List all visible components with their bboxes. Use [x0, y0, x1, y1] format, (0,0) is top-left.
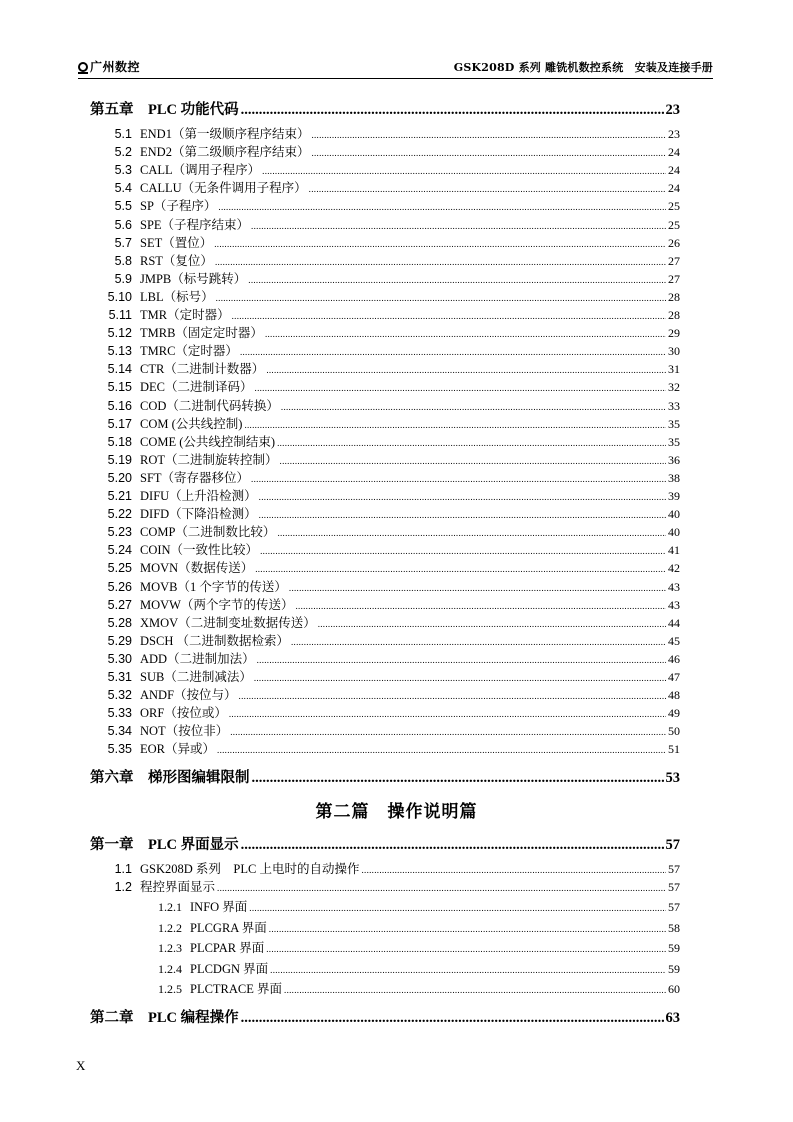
toc-entry-number: 5.1	[114, 127, 132, 141]
toc-page-number: 59	[668, 941, 680, 955]
toc-entry[interactable]	[90, 613, 680, 631]
toc-entry-number: 5.6	[114, 217, 132, 232]
toc-entry-title: CALL（调用子程序）	[140, 163, 261, 178]
part-two-title: 第二篇 操作说明篇	[315, 802, 478, 822]
toc-page-number: 53	[665, 770, 680, 786]
toc-entry-title: COIN（一致性比较）	[140, 543, 259, 558]
toc-leader	[284, 982, 666, 997]
toc-entry[interactable]	[90, 160, 680, 178]
toc-entry-number: 5.13	[107, 344, 132, 359]
toc-leader	[229, 706, 666, 721]
toc-page-number: 36	[668, 452, 680, 467]
toc-entry-number: 1.2.1	[158, 900, 182, 914]
toc-entry-title: ADD（二进制加法）	[140, 651, 255, 666]
toc-entry[interactable]	[90, 877, 680, 895]
toc-entry[interactable]	[90, 522, 680, 540]
toc-page-number: 41	[668, 543, 680, 558]
toc-page-number: 35	[668, 416, 680, 431]
toc-leader	[277, 525, 666, 540]
toc-entry[interactable]	[90, 196, 680, 214]
toc-leader	[239, 688, 666, 703]
toc-entry-number: 1.1	[114, 862, 132, 876]
toc-page-number: 63	[665, 1010, 680, 1026]
toc-leader	[280, 453, 666, 468]
toc-entry-number: 5.19	[107, 452, 132, 467]
toc-leader	[251, 218, 666, 233]
toc-entry-title: COME (公共线控制结束)	[140, 434, 276, 449]
toc-page-number: 48	[668, 688, 680, 703]
toc-entry-title: EOR（异或）	[140, 742, 216, 757]
toc-page-number: 40	[668, 525, 680, 540]
toc-leader	[311, 145, 666, 160]
toc-entry-title: XMOV（二进制变址数据传送）	[140, 615, 316, 630]
toc-page-number: 23	[668, 127, 680, 141]
toc-entry-number: 5.18	[107, 434, 132, 449]
toc-page-number: 38	[668, 470, 680, 485]
toc-chapter-label: 第五章 PLC 功能代码	[90, 102, 239, 118]
toc-leader	[252, 770, 664, 787]
toc-entry[interactable]	[90, 432, 680, 450]
toc-entry-title: SFT（寄存器移位）	[140, 470, 250, 485]
toc-entry[interactable]	[90, 414, 680, 432]
toc-leader	[295, 598, 666, 613]
toc-entry-title: DSCH （二进制数据检索）	[140, 633, 289, 648]
toc-page-number: 59	[668, 961, 680, 976]
toc-entry-title: CTR（二进制计数器）	[140, 362, 265, 377]
toc-page-number: 24	[668, 145, 680, 160]
toc-entry[interactable]	[90, 269, 680, 287]
toc-entry-title: COM (公共线控制)	[140, 416, 243, 431]
toc-leader	[248, 272, 666, 287]
toc-leader	[218, 199, 666, 214]
toc-entry-number: 5.5	[114, 199, 132, 214]
toc-leader	[216, 290, 666, 305]
toc-entry-title: GSK208D 系列 PLC 上电时的自动操作	[140, 862, 360, 876]
toc-leader	[260, 543, 666, 558]
toc-entry-number: 5.23	[107, 525, 132, 540]
toc-entry-title: END1（第一级顺序程序结束）	[140, 127, 310, 141]
toc-entry-title: COMP（二进制数比较）	[140, 525, 276, 540]
toc-entry-number: 1.2.3	[158, 941, 182, 955]
toc-entry[interactable]	[90, 667, 680, 685]
toc-entry-number: 5.16	[107, 398, 132, 413]
toc-entry[interactable]	[90, 918, 680, 936]
toc-chapter-label: 第六章 梯形图编辑限制	[90, 770, 250, 786]
logo-icon	[78, 62, 88, 72]
toc-entry[interactable]	[90, 721, 680, 739]
toc-leader	[217, 880, 666, 895]
toc-entry-title: DIFU（上升沿检测）	[140, 489, 257, 503]
toc-page-number: 31	[668, 362, 680, 377]
toc-chapter-label: 第二章 PLC 编程操作	[90, 1010, 239, 1026]
toc-entry-title: ROT（二进制旋转控制）	[140, 452, 278, 467]
toc-entry[interactable]	[90, 396, 680, 414]
toc-page-number: 28	[668, 308, 680, 322]
toc-leader	[255, 561, 666, 576]
toc-entry[interactable]	[90, 251, 680, 269]
toc-leader	[251, 471, 666, 486]
toc-page-number: 47	[668, 670, 680, 684]
toc-entry-number: 5.35	[107, 742, 132, 757]
toc-entry-number: 5.9	[114, 271, 132, 286]
toc-entry[interactable]	[90, 631, 680, 649]
toc-leader	[254, 670, 666, 685]
toc-entry[interactable]	[90, 703, 680, 721]
toc-page-number: 51	[668, 742, 680, 757]
toc-entry[interactable]	[90, 450, 680, 468]
toc-page-number: 25	[668, 217, 680, 232]
page-footer-number: X	[76, 1058, 86, 1073]
toc-entry-number: 5.27	[107, 597, 132, 612]
toc-entry[interactable]	[90, 979, 680, 997]
toc-entry-title: NOT（按位非）	[140, 724, 229, 739]
toc-entry-title: PLCGRA 界面	[190, 920, 267, 935]
toc-entry-title: TMR（定时器）	[140, 308, 230, 322]
toc-entry-title: 程控界面显示	[140, 880, 216, 894]
toc-leader	[311, 127, 666, 142]
toc-entry-title: MOVW（两个字节的传送）	[140, 597, 294, 612]
toc-entry-number: 1.2.2	[158, 920, 182, 935]
toc-page-number: 43	[668, 579, 680, 594]
toc-page-number: 27	[668, 253, 680, 268]
page-header	[78, 56, 713, 79]
toc-entry-title: SUB（二进制减法）	[140, 670, 252, 684]
toc-leader	[266, 362, 666, 377]
toc-page-number: 29	[668, 326, 680, 341]
toc-entry-number: 5.12	[107, 326, 132, 341]
toc-page-number: 32	[668, 380, 680, 395]
toc-entry-title: INFO 界面	[190, 900, 248, 914]
toc-page-number: 45	[668, 633, 680, 648]
toc-entry[interactable]	[90, 859, 680, 877]
toc-entry-title: PLCPAR 界面	[190, 941, 265, 955]
toc-page-number: 24	[668, 181, 680, 196]
toc-entry-number: 5.10	[107, 289, 132, 304]
toc-entry-title: TMRC（定时器）	[140, 344, 238, 359]
toc-leader	[259, 507, 666, 522]
toc-page-number: 42	[668, 561, 680, 576]
toc-entry-number: 5.21	[107, 489, 132, 503]
toc-entry-title: SPE（子程序结束）	[140, 217, 250, 232]
toc-entry[interactable]	[90, 897, 680, 915]
toc-page-number: 27	[668, 271, 680, 286]
toc-leader	[244, 417, 666, 432]
toc-entry-number: 5.30	[107, 651, 132, 666]
logo-text: 广州数控	[90, 60, 141, 74]
toc-page-number: 49	[668, 706, 680, 721]
toc-entry-number: 5.29	[107, 633, 132, 648]
toc-entry-title: DIFD（下降沿检测）	[140, 507, 257, 522]
toc-entry-title: PLCTRACE 界面	[190, 982, 283, 996]
toc-entry-number: 5.28	[107, 615, 132, 630]
toc-page-number: 33	[668, 398, 680, 413]
toc-page-number: 44	[668, 615, 680, 630]
toc-entry[interactable]	[90, 377, 680, 395]
toc-leader	[289, 580, 666, 595]
toc-leader	[266, 941, 666, 956]
toc-page-number: 57	[665, 837, 680, 853]
toc-leader	[230, 724, 666, 739]
toc-entry[interactable]	[90, 233, 680, 251]
toc-leader	[361, 862, 666, 877]
toc-entry-title: ORF（按位或）	[140, 706, 227, 721]
toc-entry[interactable]	[90, 323, 680, 341]
toc-page-number: 24	[668, 163, 680, 178]
toc-entry-title: TMRB（固定定时器）	[140, 326, 263, 341]
toc-entry[interactable]	[90, 540, 680, 558]
toc-entry[interactable]	[90, 124, 680, 142]
toc-entry-number: 1.2.4	[158, 961, 182, 976]
toc-leader	[277, 435, 666, 450]
toc-page-number: 25	[668, 199, 680, 214]
toc-leader	[241, 102, 664, 119]
toc-leader	[318, 616, 666, 631]
toc-leader	[232, 308, 666, 323]
toc-entry-number: 5.20	[107, 470, 132, 485]
toc-chapter-5[interactable]	[90, 98, 680, 119]
toc-entry-number: 5.14	[107, 362, 132, 377]
toc-page-number: 40	[668, 507, 680, 522]
toc-chapter-label: 第一章 PLC 界面显示	[90, 837, 239, 853]
toc-leader	[255, 380, 666, 395]
toc-page-number: 26	[668, 235, 680, 250]
toc-entry-number: 5.31	[107, 670, 132, 684]
toc-leader	[217, 742, 666, 757]
toc-entry-number: 5.24	[107, 543, 132, 558]
toc-entry[interactable]	[90, 649, 680, 667]
toc-chapter-6[interactable]	[90, 766, 680, 787]
toc-page-number: 57	[668, 862, 680, 876]
toc-entry-title: MOVN（数据传送）	[140, 561, 254, 576]
toc-entry-number: 5.26	[107, 579, 132, 594]
toc-chapter-1[interactable]	[90, 833, 680, 854]
toc-page-number: 57	[668, 880, 680, 894]
toc-entry[interactable]	[90, 504, 680, 522]
toc-entry[interactable]	[90, 685, 680, 703]
toc-page-number: 23	[665, 102, 680, 118]
toc-entry-title: CALLU（无条件调用子程序）	[140, 181, 307, 196]
toc-leader	[214, 236, 666, 251]
toc-entry-title: DEC（二进制译码）	[140, 380, 253, 395]
toc-leader	[257, 652, 666, 667]
toc-entry-number: 5.8	[114, 253, 132, 268]
toc-entry[interactable]	[90, 739, 680, 757]
toc-entry-title: SET（置位）	[140, 235, 213, 250]
toc-leader	[215, 254, 666, 269]
toc-entry-title: LBL（标号）	[140, 289, 214, 304]
toc-entry-number: 5.11	[108, 308, 132, 322]
toc-leader	[262, 163, 666, 178]
toc-entry-number: 5.7	[114, 235, 132, 250]
toc-entry-title: END2（第二级顺序程序结束）	[140, 145, 310, 160]
toc-page-number: 60	[668, 982, 680, 996]
toc-leader	[281, 399, 666, 414]
toc-entry-title: RST（复位）	[140, 253, 213, 268]
toc-entry-number: 5.17	[107, 416, 132, 431]
toc-entry-number: 5.34	[107, 724, 132, 739]
toc-leader	[241, 837, 664, 854]
document-title: GSK208D 系列 雕铣机数控系统 安装及连接手册	[453, 61, 713, 74]
toc-entry-title: COD（二进制代码转换）	[140, 398, 279, 413]
toc-entry[interactable]	[90, 305, 680, 323]
toc-entry-number: 5.32	[107, 688, 132, 703]
toc-entry-number: 5.22	[107, 507, 132, 522]
toc-entry[interactable]	[90, 595, 680, 613]
toc-leader	[265, 326, 666, 341]
toc-entry[interactable]	[90, 938, 680, 956]
toc-entry[interactable]	[90, 341, 680, 359]
toc-entry[interactable]	[90, 486, 680, 504]
toc-entry[interactable]	[90, 178, 680, 196]
toc-leader	[309, 181, 666, 196]
toc-page-number: 43	[668, 597, 680, 612]
toc-entry-number: 5.3	[114, 163, 132, 178]
company-logo	[78, 58, 140, 75]
toc-entry-title: ANDF（按位与）	[140, 688, 237, 703]
toc-chapter-2[interactable]	[90, 1006, 680, 1027]
toc-entry-number: 5.15	[107, 380, 132, 395]
toc-leader	[240, 344, 666, 359]
toc-entry[interactable]	[90, 287, 680, 305]
toc-page-number: 58	[668, 920, 680, 935]
toc-page-number: 57	[668, 900, 680, 914]
toc-entry-number: 5.33	[107, 706, 132, 721]
toc-page-number: 46	[668, 651, 680, 666]
toc-entry-number: 5.25	[107, 561, 132, 576]
toc-entry-number: 5.2	[114, 145, 132, 160]
toc-entry[interactable]	[90, 359, 680, 377]
toc-page-number: 30	[668, 344, 680, 359]
toc-entry[interactable]	[90, 468, 680, 486]
toc-entry-number: 5.4	[114, 181, 132, 196]
toc-entry-title: PLCDGN 界面	[190, 961, 269, 976]
toc-leader	[269, 921, 666, 936]
toc-entry[interactable]	[90, 959, 680, 977]
toc-leader	[241, 1010, 664, 1027]
toc-entry[interactable]	[90, 142, 680, 160]
toc-leader	[291, 634, 666, 649]
toc-entry-number: 1.2	[114, 880, 132, 894]
toc-page-number: 39	[668, 489, 680, 503]
toc-leader	[270, 962, 666, 977]
toc-entry-number: 1.2.5	[158, 982, 182, 996]
toc-entry[interactable]	[90, 215, 680, 233]
toc-entry[interactable]	[90, 558, 680, 576]
toc-page-number: 28	[668, 289, 680, 304]
toc-entry-title: MOVB（1 个字节的传送）	[140, 579, 287, 594]
toc-entry[interactable]	[90, 577, 680, 595]
toc-page-number: 50	[668, 724, 680, 739]
toc-entry-title: JMPB（标号跳转）	[140, 271, 247, 286]
toc-entry-title: SP（子程序）	[140, 199, 217, 214]
toc-leader	[249, 900, 666, 915]
toc-page-number: 35	[668, 434, 680, 449]
toc-leader	[259, 489, 666, 504]
